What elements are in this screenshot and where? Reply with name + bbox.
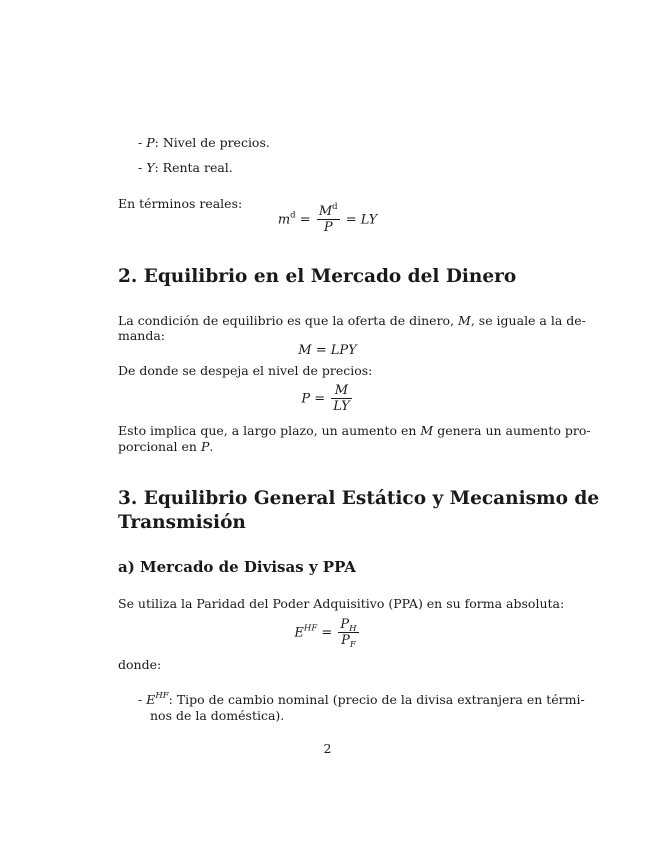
text: , se iguale a la de- [470,313,586,328]
section-2-para1-line1 [118,313,586,329]
real-terms-intro: En términos reales: [118,196,243,211]
bullet-text: : Renta real. [154,160,233,175]
frac-num-sup: d [332,202,338,212]
eq-fraction [331,384,351,414]
frac-num-sub: H [349,624,357,634]
bullet-dash: - [138,692,143,707]
frac-num: P [340,617,350,632]
bullet-real-income [138,160,233,176]
text: porcional en [118,439,201,454]
text: Esto implica que, a largo plazo, un aumento en [118,423,421,438]
symbol-P: P [200,439,210,454]
frac-den: LY [333,399,350,414]
eq-lhs: E [294,625,304,641]
equation-money-equilibrium: M = LPY [298,343,357,358]
eq-lhs-sup: HF [303,623,318,634]
section-3-para1: Se utiliza la Paridad del Poder Adquisitivo (PPA) en su forma absoluta: [118,596,565,611]
section-2-heading: 2. Equilibrio en el Mercado del Dinero [118,266,517,287]
eq-fraction [317,202,340,235]
frac-num: M [318,204,333,219]
bullet-text: : Nivel de precios. [154,135,270,150]
eq-lhs: P = [301,391,326,407]
bullet-exchange-rate-line1 [138,692,585,708]
text: La condición de equilibrio es que la oferta de dinero, [118,313,459,328]
frac-den: P [317,219,340,235]
bullet-text: : Tipo de cambio nominal (precio de la divisa extranjera en térmi- [168,692,585,707]
donde-label: donde: [118,657,162,672]
eq-equals: = [299,212,311,228]
equation-price-level [0,384,655,414]
equation-ppa [0,618,655,648]
symbol-M: M [420,423,434,438]
frac-den: P [341,633,350,648]
page-number: 2 [323,741,332,756]
symbol-M: M [458,313,471,328]
symbol-P: P [146,135,155,150]
eq-equals: = [345,212,357,228]
text: genera un aumento pro- [433,423,591,438]
bullet-dash: - [138,135,143,150]
subsection-a-heading: a) Mercado de Divisas y PPA [118,558,356,576]
frac-den-sub: F [349,640,356,650]
eq-equals: = [321,625,333,641]
symbol-E-sup: HF [155,691,169,701]
section-2-para3-line2 [118,439,213,455]
eq-lhs-sup: d [290,210,296,221]
eq-fraction [338,618,358,648]
eq-lhs: m [277,212,291,228]
section-2-para3-line1 [118,423,591,439]
text: . [209,439,214,454]
bullet-dash: - [138,160,143,175]
symbol-Y: Y [146,160,155,175]
section-2-para1-line2: manda: [118,328,166,343]
section-3-heading-line1: 3. Equilibrio General Estático y Mecanismo de [118,488,600,509]
section-2-para2: De donde se despeja el nivel de precios: [118,363,373,378]
section-3-heading-line2: Transmisión [118,512,246,533]
symbol-E: E [146,692,156,707]
frac-num: M [334,383,349,398]
bullet-price-level [138,135,270,151]
eq-rhs: LY [360,212,378,228]
bullet-exchange-rate-line2: nos de la doméstica). [150,708,285,723]
